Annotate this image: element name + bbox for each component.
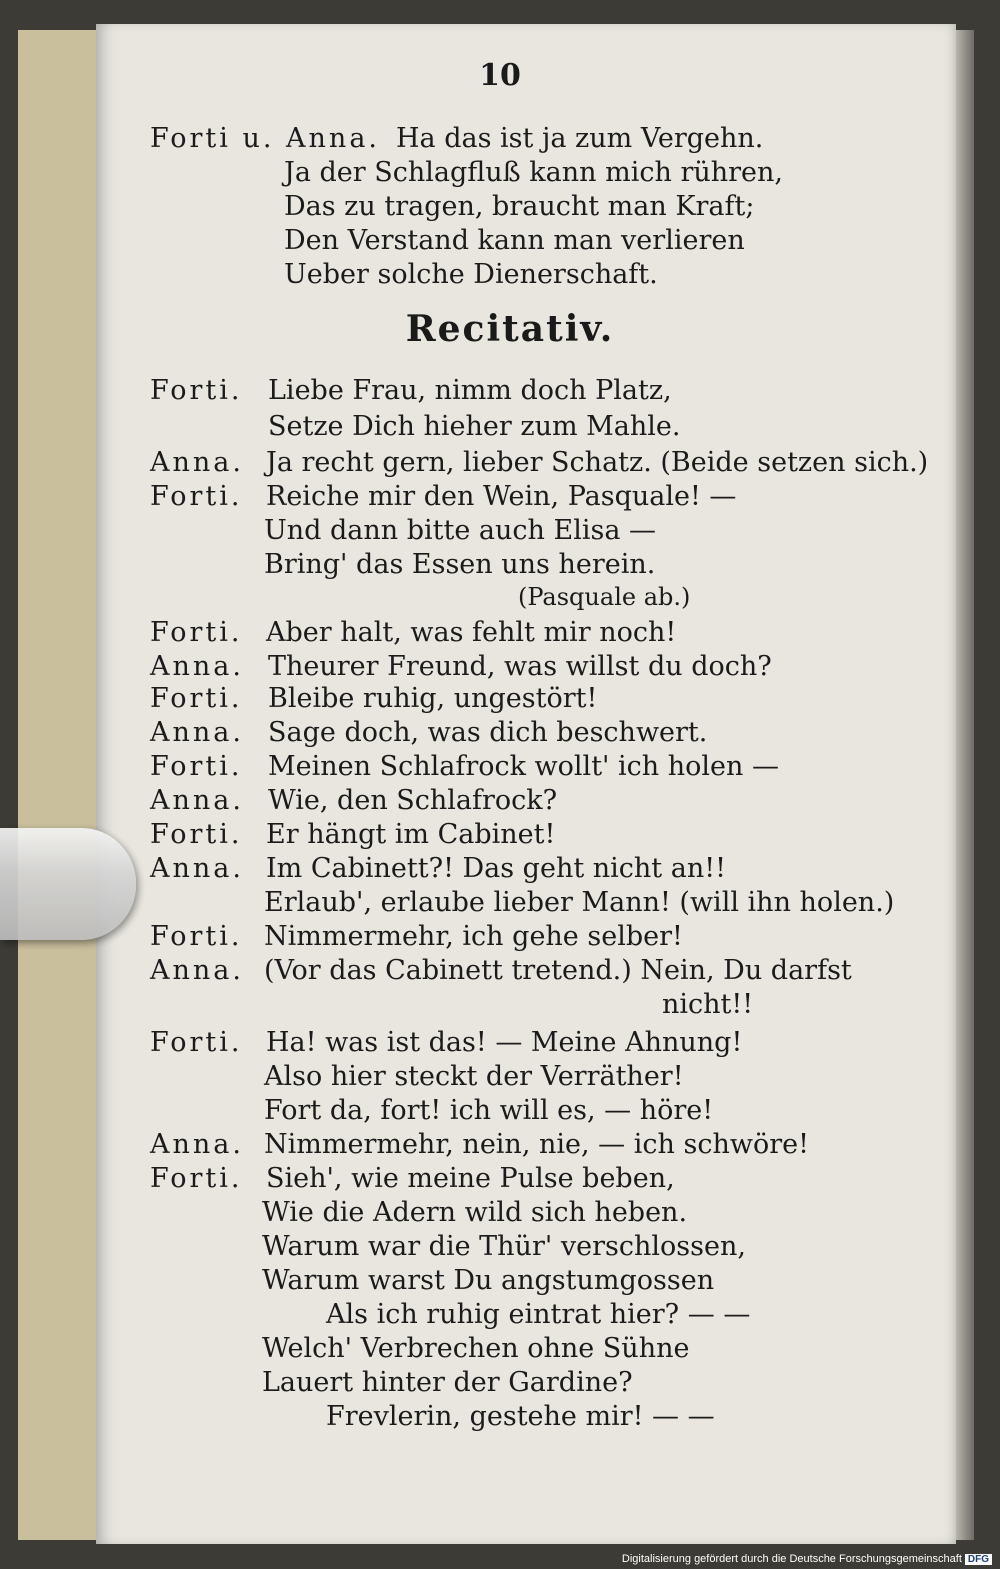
verse-line: Wie die Adern wild sich heben. — [262, 1197, 688, 1228]
verse-line: Warum war die Thür' verschlossen, — [262, 1231, 746, 1262]
verse-line: Frevlerin, gestehe mir! — — — [326, 1401, 715, 1432]
verse-line: Wie, den Schlafrock? — [268, 785, 558, 816]
verse-line: Lauert hinter der Gardine? — [262, 1367, 633, 1398]
verse-line: Theurer Freund, was willst du doch? — [268, 651, 772, 682]
verse-line: Meinen Schlafrock wollt' ich holen — — [268, 751, 780, 782]
verse-line: Nimmermehr, ich gehe selber! — [264, 921, 683, 952]
verse-line: Als ich ruhig eintrat hier? — — — [326, 1299, 751, 1330]
verse-line: Warum warst Du angstumgossen — [262, 1265, 715, 1296]
speaker-label: Forti. — [150, 751, 243, 782]
speaker-label: Forti. — [150, 1027, 243, 1058]
speaker-label: Forti. — [150, 617, 243, 648]
speaker-label: Anna. — [150, 785, 244, 816]
verse-line: Ja recht gern, lieber Schatz. (Beide setzen sich.) — [266, 447, 929, 478]
speaker-label: Anna. — [150, 1129, 244, 1160]
verse-line: Bleibe ruhig, ungestört! — [268, 683, 598, 714]
speaker-label: Anna. — [150, 853, 244, 884]
verse-line: Ueber solche Dienerschaft. — [284, 259, 658, 290]
speaker-label: Forti u. Anna. — [150, 123, 380, 154]
footer-text: Digitalisierung gefördert durch die Deutsche Forschungsgemeinschaft — [621, 1553, 962, 1565]
verse-line: Fort da, fort! ich will es, — höre! — [264, 1095, 714, 1126]
verse-line: Sieh', wie meine Pulse beben, — [266, 1163, 675, 1194]
verse-line: (Vor das Cabinett tretend.) Nein, Du darfst — [264, 955, 852, 986]
verse-line: Das zu tragen, braucht man Kraft; — [284, 191, 755, 222]
verse-line: Im Cabinett?! Das geht nicht an!! — [266, 853, 726, 884]
verse-line: Nimmermehr, nein, nie, — ich schwöre! — [264, 1129, 809, 1160]
page-clip — [0, 828, 136, 940]
speaker-label: Anna. — [150, 955, 244, 986]
verse-line: Den Verstand kann man verlieren — [284, 225, 745, 256]
stage-direction: (Pasquale ab.) — [518, 583, 691, 611]
digitization-footer — [622, 1553, 992, 1565]
verse-line: Ha das ist ja zum Vergehn. — [396, 123, 764, 154]
section-heading: Recitativ. — [405, 308, 615, 350]
dfg-logo: DFG — [965, 1554, 992, 1565]
speaker-label: Forti. — [150, 1163, 243, 1194]
page-gutter-shadow — [956, 30, 974, 1540]
page-number: 10 — [479, 58, 521, 93]
verse-line: Ha! was ist das! — Meine Ahnung! — [266, 1027, 743, 1058]
verse-line: Erlaub', erlaube lieber Mann! (will ihn holen.) — [264, 887, 895, 918]
verse-line: Sage doch, was dich beschwert. — [268, 717, 708, 748]
speaker-label: Anna. — [150, 651, 244, 682]
book-cover-edge — [18, 30, 99, 1540]
speaker-label: Anna. — [150, 717, 244, 748]
speaker-label: Forti. — [150, 683, 243, 714]
verse-line: Bring' das Essen uns herein. — [264, 549, 656, 580]
verse-line: Welch' Verbrechen ohne Sühne — [262, 1333, 690, 1364]
verse-line: Aber halt, was fehlt mir noch! — [266, 617, 677, 648]
speaker-label: Forti. — [150, 375, 243, 406]
verse-line: Und dann bitte auch Elisa — — [264, 515, 657, 546]
speaker-label: Forti. — [150, 921, 243, 952]
verse-line: nicht!! — [662, 989, 754, 1020]
verse-line: Ja der Schlagfluß kann mich rühren, — [284, 157, 783, 188]
verse-line: Liebe Frau, nimm doch Platz, — [268, 375, 672, 406]
verse-line: Er hängt im Cabinet! — [266, 819, 556, 850]
verse-line: Also hier steckt der Verräther! — [264, 1061, 684, 1092]
verse-line: Reiche mir den Wein, Pasquale! — — [266, 481, 737, 512]
verse-line: Setze Dich hieher zum Mahle. — [268, 411, 681, 442]
speaker-label: Anna. — [150, 447, 244, 478]
speaker-label: Forti. — [150, 819, 243, 850]
speaker-label: Forti. — [150, 481, 243, 512]
